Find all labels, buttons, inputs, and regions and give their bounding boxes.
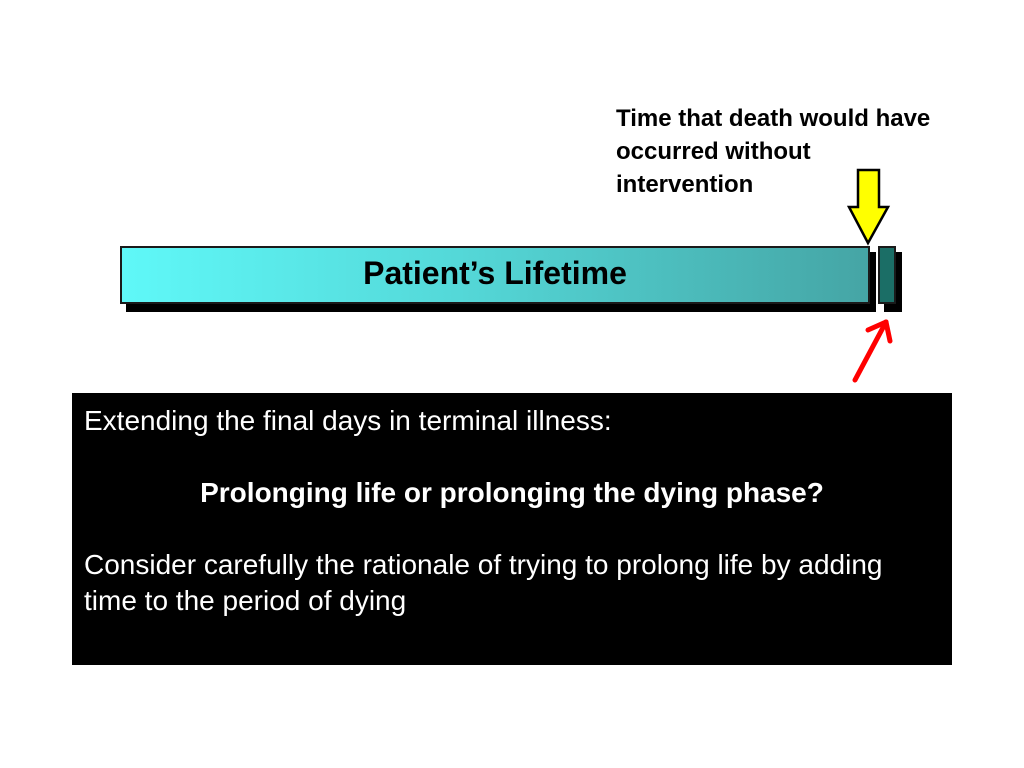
panel-question-text: Prolonging life or prolonging the dying phase? [200,477,824,508]
panel-intro-text: Extending the final days in terminal illness: [84,405,612,436]
lifetime-bar-label: Patient’s Lifetime [363,254,627,291]
panel-advice-text: Consider carefully the rationale of trying to prolong life by adding time to the period of dying [84,549,883,616]
extension-arrow-icon [855,322,890,380]
extension-segment [878,246,896,304]
lifetime-bar [120,246,870,304]
discussion-panel [72,393,952,665]
death-time-annotation: Time that death would have occurred without intervention [616,105,931,198]
